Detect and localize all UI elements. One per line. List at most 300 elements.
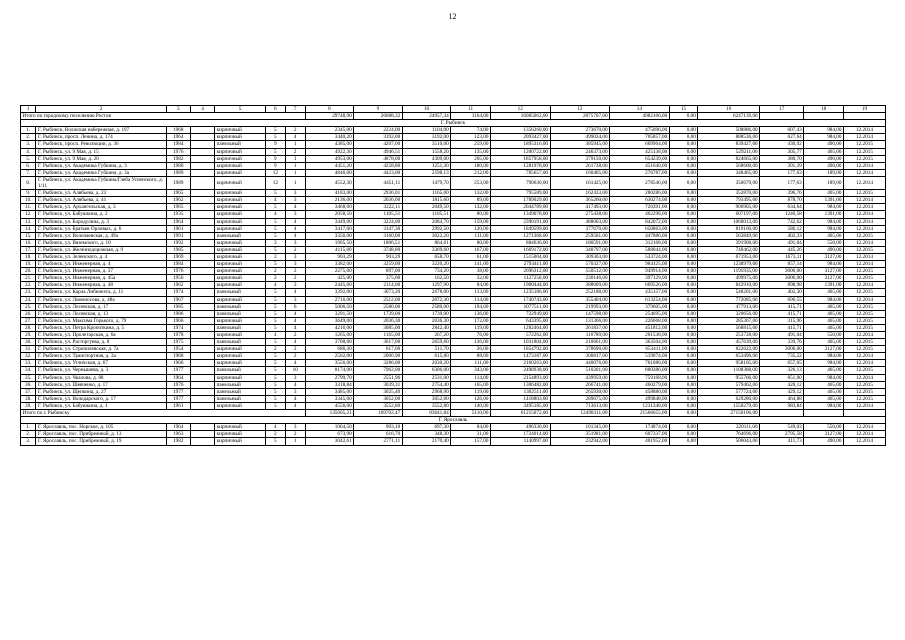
table-cell: 32,00	[451, 275, 491, 282]
table-cell: 4	[265, 211, 285, 218]
table-cell: 226668,00	[610, 317, 670, 324]
table-cell: 1905,50	[305, 239, 354, 246]
table-cell	[190, 324, 214, 331]
table-cell: 1271368,00	[490, 232, 550, 239]
table-cell: 4552,30	[305, 176, 354, 189]
table-cell: 3510,00	[402, 141, 451, 148]
table-row	[21, 324, 886, 331]
table-cell: 425,00	[305, 275, 354, 282]
table-cell: 0,00	[669, 381, 698, 388]
table-cell: Г. Рыбинск, ул. Академика Губкина, д. 3а	[36, 169, 166, 176]
table-cell: 627,64	[760, 134, 804, 141]
table-cell: 17.	[21, 246, 36, 253]
table-cell: 3	[285, 211, 305, 218]
table-cell: 2044789,00	[490, 204, 550, 211]
table-cell	[190, 424, 214, 431]
table-cell: 671953,00	[698, 253, 760, 260]
table-cell	[190, 141, 214, 148]
section-total-row	[21, 410, 886, 417]
table-cell: 4846,00	[305, 169, 354, 176]
table-cell: Г. Рыбинск, ул. 9 Мая, д. 20	[36, 155, 166, 162]
table-cell: 136,00	[451, 310, 491, 317]
table-cell: 147598,00	[550, 310, 610, 317]
table-cell: 1240,58	[760, 211, 804, 218]
table-cell: 3552,80	[402, 402, 451, 409]
table-cell: 1031804,00	[490, 339, 550, 346]
table-cell: 2036,00	[354, 197, 403, 204]
table-cell: 2049,50	[402, 204, 451, 211]
table-cell: кирпичный	[215, 268, 266, 275]
table-cell: 1982	[166, 155, 190, 162]
table-cell: 1235186,00	[490, 289, 550, 296]
table-cell: кирпичный	[215, 402, 266, 409]
table-cell: 16085062,00	[490, 113, 550, 120]
table-cell: 388009,00	[550, 282, 610, 289]
table-cell: 984,00	[804, 296, 844, 303]
table-cell: 0,00	[669, 324, 698, 331]
table-cell: 24957,34	[402, 113, 451, 120]
table-cell: 3	[285, 190, 305, 197]
table-cell: 1473187,00	[490, 353, 550, 360]
table-cell: 0,00	[669, 162, 698, 169]
table-cell: 577724,00	[698, 388, 760, 395]
table-cell: 572262,00	[490, 332, 550, 339]
table-cell: 2	[285, 346, 305, 353]
table-cell: 0,00	[669, 317, 698, 324]
table-row	[21, 232, 886, 239]
table-cell: 0,00	[669, 155, 698, 162]
table-cell: кирпичный	[215, 176, 266, 189]
table-row	[21, 246, 886, 253]
table-row	[21, 346, 886, 353]
table-cell: 23.	[21, 289, 36, 296]
table-cell: 402,33	[760, 232, 804, 239]
table-cell: 348,30	[402, 431, 451, 438]
table-cell: кирпичный	[215, 204, 266, 211]
table-cell: 4	[190, 106, 214, 113]
table-cell: Г. Рыбинск, ул. Алябьева, д. 41	[36, 197, 166, 204]
table-cell	[843, 113, 885, 120]
table-cell: панельный	[215, 141, 266, 148]
table-cell: 2842,40	[402, 324, 451, 331]
table-cell: 3147,30	[354, 225, 403, 232]
table-cell: 0,00	[669, 211, 698, 218]
table-cell: 465,00	[804, 388, 844, 395]
table-cell: 5	[265, 388, 285, 395]
table-cell: 1992	[166, 239, 190, 246]
table-cell: 4	[285, 232, 305, 239]
table-cell: Г. Рыбинск, ул. Щепкина, д. 27	[36, 388, 166, 395]
table-cell: 5006,50	[305, 303, 354, 310]
table-cell: 984,00	[804, 261, 844, 268]
table-cell: 1962	[166, 197, 190, 204]
table-cell: 12.2014	[843, 169, 885, 176]
table-cell: 1108388,00	[698, 367, 760, 374]
table-row	[21, 360, 886, 367]
table-cell: 12.2014	[843, 225, 885, 232]
table-cell: кирпичный	[215, 261, 266, 268]
table-cell: 266741,00	[550, 381, 610, 388]
table-cell: 3192,00	[402, 134, 451, 141]
table-cell	[190, 218, 214, 225]
register-table	[20, 105, 886, 446]
table-cell: 4183,00	[305, 190, 354, 197]
table-cell: кирпичный	[215, 246, 266, 253]
table-cell: 165,00	[451, 381, 491, 388]
table-cell: 1974	[166, 324, 190, 331]
table-cell: 12.2015	[843, 367, 885, 374]
table-cell: 491,04	[760, 332, 804, 339]
table-cell: панельный	[215, 303, 266, 310]
table-cell: 12.2014	[843, 197, 885, 204]
table-cell: 3286,00	[354, 360, 403, 367]
table-cell: 1231348,00	[610, 402, 670, 409]
table-cell: 548201,00	[698, 289, 760, 296]
table-cell: 3318,84	[305, 381, 354, 388]
table-cell: 339,76	[760, 339, 804, 346]
table-cell: 74,00	[451, 127, 491, 134]
table-cell: Г. Рыбинск, ул. Расторгуева, д. 8	[36, 339, 166, 346]
table-cell: 2136,00	[305, 197, 354, 204]
table-row	[21, 253, 886, 260]
table-row	[21, 218, 886, 225]
table-cell: 2006,90	[354, 353, 403, 360]
table-cell: 1515004,00	[490, 253, 550, 260]
table-cell: 490,00	[804, 162, 844, 169]
table-cell: 1963	[166, 431, 190, 438]
table-cell: 616,70	[354, 431, 403, 438]
table-cell: 984,00	[804, 225, 844, 232]
table-cell: кирпичный	[215, 190, 266, 197]
table-cell: 2.	[21, 134, 36, 141]
table-cell: 2	[285, 332, 305, 339]
table-cell: 653411,00	[610, 346, 670, 353]
table-cell: 3	[285, 261, 305, 268]
table-cell: 19	[843, 106, 885, 113]
table-cell: 550,00	[804, 332, 844, 339]
table-cell: 3291,50	[305, 310, 354, 317]
table-cell: 3052,00	[402, 395, 451, 402]
table-cell: 12	[265, 169, 285, 176]
table-cell: 1966	[166, 360, 190, 367]
table-cell: 2072,30	[402, 296, 451, 303]
table-cell: 1060013,00	[698, 218, 760, 225]
table-cell: 713613,00	[550, 402, 610, 409]
table-cell: 4	[265, 332, 285, 339]
table-cell: 1164,00	[451, 113, 491, 120]
table-cell: кирпичный	[215, 438, 266, 445]
table-cell: 0,00	[669, 246, 698, 253]
table-cell: 658,70	[402, 253, 451, 260]
table-cell: 80,00	[451, 211, 491, 218]
table-cell: Г. Рыбинск, ул. Ломоносова, д. 48а	[36, 296, 166, 303]
table-cell: 3073,20	[354, 289, 403, 296]
table-row	[21, 211, 886, 218]
table-cell: 12.2015	[843, 268, 885, 275]
table-cell: 119,00	[451, 324, 491, 331]
table-cell: 705857,00	[610, 134, 670, 141]
table-cell: 84,00	[451, 282, 491, 289]
table-cell	[190, 134, 214, 141]
table-cell	[804, 410, 844, 417]
table-cell: 141,00	[451, 261, 491, 268]
table-cell: 0,00	[669, 346, 698, 353]
table-cell: 2580,00	[354, 303, 403, 310]
table-cell: 340797,00	[550, 246, 610, 253]
table-cell: 201538,00	[610, 332, 670, 339]
table-cell: 2	[265, 275, 285, 282]
table-cell	[190, 353, 214, 360]
table-cell: 465,00	[804, 367, 844, 374]
table-cell: кирпичный	[215, 374, 266, 381]
table-row	[21, 424, 886, 431]
table-cell: 2114,00	[354, 282, 403, 289]
table-cell: 76,00	[451, 332, 491, 339]
table-row	[21, 381, 886, 388]
table-cell: 4953,00	[305, 155, 354, 162]
table-cell: Г. Ярославль, пос. Прибрежный, д. 13	[36, 431, 166, 438]
table-cell: 9	[265, 155, 285, 162]
city-header-row	[21, 417, 886, 424]
table-cell: Г. Рыбинск, ул. Володарского, д. 17	[36, 395, 166, 402]
table-cell: 550,00	[804, 424, 844, 431]
table-cell: 0,00	[669, 424, 698, 431]
table-cell: 1165,00	[354, 332, 403, 339]
table-row	[21, 289, 886, 296]
table-cell: 1740743,00	[490, 296, 550, 303]
table-cell	[190, 239, 214, 246]
table-cell: 8174,00	[305, 367, 354, 374]
table-cell: 5	[265, 134, 285, 141]
table-cell: 2	[36, 106, 166, 113]
table-cell: 21.	[21, 275, 36, 282]
table-cell: 4922,30	[305, 148, 354, 155]
table-cell: 3485,00	[305, 388, 354, 395]
table-cell: 12.2015	[843, 310, 885, 317]
table-cell: 259581,00	[550, 232, 610, 239]
table-cell: 903,29	[305, 253, 354, 260]
table-cell: 11.	[21, 204, 36, 211]
table-cell: Г. Рыбинск, ул. Железнодорожная, д. 9	[36, 246, 166, 253]
table-cell: 3.	[21, 438, 36, 445]
table-cell: 984,00	[804, 402, 844, 409]
table-cell: 61215072,00	[490, 410, 550, 417]
table-cell: 253,00	[451, 176, 491, 189]
table-cell: 490,00	[804, 155, 844, 162]
table-cell: 903,10	[354, 424, 403, 431]
table-cell: 21566655,00	[610, 410, 670, 417]
table-cell: 2154893,00	[490, 374, 550, 381]
table-cell: 617,00	[354, 346, 403, 353]
table-cell: 13	[550, 106, 610, 113]
table-cell: Г. Рыбинск, ул. Алябьева, д. 23	[36, 190, 166, 197]
table-cell: 12.2015	[843, 275, 885, 282]
table-cell: 1724014,00	[490, 431, 550, 438]
table-cell: 1857958,00	[490, 155, 550, 162]
table-cell: 0,00	[669, 253, 698, 260]
table-row	[21, 317, 886, 324]
table-cell: 1976	[166, 381, 190, 388]
table-cell: 5	[265, 148, 285, 155]
table-cell: Г. Рыбинск, ул. Зеленского, д. 4	[36, 253, 166, 260]
table-cell: 499848,00	[610, 395, 670, 402]
table-cell: 2	[285, 431, 305, 438]
table-row	[21, 134, 886, 141]
table-cell: 0,00	[669, 402, 698, 409]
table-cell: 12.2014	[843, 261, 885, 268]
table-cell: 2	[265, 346, 285, 353]
table-cell: 0,00	[669, 176, 698, 189]
table-cell: 12.2014	[843, 211, 885, 218]
table-cell: 12.2014	[843, 438, 885, 445]
table-cell: кирпичный	[215, 275, 266, 282]
table-cell: 12.2015	[843, 232, 885, 239]
table-cell: 4207,00	[354, 141, 403, 148]
table-cell: 464,88	[760, 395, 804, 402]
table-cell: 5	[265, 296, 285, 303]
table-cell: 1854792,00	[490, 346, 550, 353]
table-cell: 135,00	[451, 148, 491, 155]
table-cell: 3392,00	[305, 289, 354, 296]
table-cell: Г. Рыбинск, ул. Максима Горького, д. 79	[36, 317, 166, 324]
table-cell: 220111,00	[698, 424, 760, 431]
table-cell: 379605,00	[610, 303, 670, 310]
table-cell: 1356260,00	[490, 127, 550, 134]
table-cell: 955766,00	[698, 374, 760, 381]
table-cell: 511,70	[402, 346, 451, 353]
table-cell: 1984	[166, 141, 190, 148]
table-cell: 1	[285, 155, 305, 162]
table-cell: 878,70	[760, 197, 804, 204]
table-cell: 1	[21, 106, 36, 113]
table-row	[21, 197, 886, 204]
table-cell: 5	[265, 367, 285, 374]
table-cell: 1104,00	[402, 127, 451, 134]
table-cell: 27.	[21, 317, 36, 324]
table-cell: 824665,00	[698, 155, 760, 162]
table-cell: 280286,00	[610, 190, 670, 197]
table-cell: 4	[265, 424, 285, 431]
table-cell: 1968	[166, 127, 190, 134]
table-cell: 451812,00	[610, 324, 670, 331]
table-cell: 864,61	[402, 239, 451, 246]
table-row	[21, 268, 886, 275]
table-cell	[190, 395, 214, 402]
table-cell: 4	[285, 289, 305, 296]
table-cell	[760, 410, 804, 417]
table-cell: 586,12	[760, 225, 804, 232]
table-cell: 396,76	[760, 190, 804, 197]
table-cell: 4	[285, 204, 305, 211]
table-cell: 793495,00	[698, 197, 760, 204]
table-cell: 439959,00	[550, 374, 610, 381]
table-cell: 10	[402, 106, 451, 113]
table-cell: 425138,00	[610, 148, 670, 155]
table-cell: кирпичный	[215, 225, 266, 232]
table-cell: 417493,00	[550, 204, 610, 211]
table-cell: панельный	[215, 289, 266, 296]
table-cell: 785657,00	[490, 169, 550, 176]
table-cell: 12.2015	[843, 141, 885, 148]
table-row	[21, 332, 886, 339]
table-cell: 3	[285, 282, 305, 289]
table-cell: 6	[265, 106, 285, 113]
table-cell: 12498311,00	[550, 410, 610, 417]
table-cell: 790630,00	[490, 176, 550, 189]
table-cell: 742,62	[760, 218, 804, 225]
table-cell: кирпичный	[215, 296, 266, 303]
table-cell: 415,71	[760, 310, 804, 317]
table-cell: 1978	[166, 332, 190, 339]
table-cell: 12.2015	[843, 317, 885, 324]
table-cell: 1961	[166, 225, 190, 232]
table-cell: Г. Рыбинск, ул. Волочаевская, д. 49а	[36, 232, 166, 239]
table-cell: 5	[265, 218, 285, 225]
table-cell: 61,00	[451, 253, 491, 260]
table-cell: 465,00	[804, 232, 844, 239]
table-cell: 657,05	[760, 360, 804, 367]
table-cell: 1064,50	[305, 424, 354, 431]
table-cell: 3	[265, 239, 285, 246]
table-cell: 29.	[21, 332, 36, 339]
table-cell: 1964	[166, 134, 190, 141]
table-cell: 26688,32	[354, 113, 403, 120]
table-row	[21, 402, 886, 409]
grand-total-row	[21, 113, 886, 120]
table-cell: 3369,60	[402, 246, 451, 253]
table-cell	[190, 339, 214, 346]
table-cell: 114,00	[451, 374, 491, 381]
table-cell: 983,84	[760, 402, 804, 409]
table-row	[21, 353, 886, 360]
table-cell: 312168,00	[610, 239, 670, 246]
table-cell: 379150,00	[550, 155, 610, 162]
table-cell: 377670,00	[550, 225, 610, 232]
table-cell: 1982	[166, 438, 190, 445]
table-cell: 2058,50	[305, 211, 354, 218]
table-cell: 607197,00	[698, 211, 760, 218]
table-cell: 1965	[166, 204, 190, 211]
table-cell: 5	[265, 374, 285, 381]
table-cell: 38,00	[451, 268, 491, 275]
table-cell: 18	[804, 106, 844, 113]
table-cell: 0,00	[669, 374, 698, 381]
table-cell	[190, 360, 214, 367]
table-cell: 613254,00	[610, 296, 670, 303]
table-cell: 385945,00	[550, 141, 610, 148]
table-cell: 3.	[21, 141, 36, 148]
table-cell: 9	[354, 106, 403, 113]
table-cell: 9	[265, 141, 285, 148]
table-cell: 132,00	[451, 204, 491, 211]
table-cell: 2	[285, 275, 305, 282]
table-cell: 2598,13	[402, 169, 451, 176]
table-cell	[190, 388, 214, 395]
table-cell: 375,00	[354, 275, 403, 282]
table-cell: 1669172,00	[490, 246, 550, 253]
table-cell: 822622,00	[698, 346, 760, 353]
table-cell: 506043,00	[698, 438, 760, 445]
table-cell: 12.2014	[843, 134, 885, 141]
table-cell: кирпичный	[215, 317, 266, 324]
table-cell: 4	[265, 282, 285, 289]
table-cell: 11	[451, 106, 491, 113]
table-cell: 401952,00	[610, 438, 670, 445]
table-cell	[190, 155, 214, 162]
table-cell: 80,00	[451, 239, 491, 246]
table-cell: 8.	[21, 176, 36, 189]
table-cell: 252188,00	[550, 289, 610, 296]
